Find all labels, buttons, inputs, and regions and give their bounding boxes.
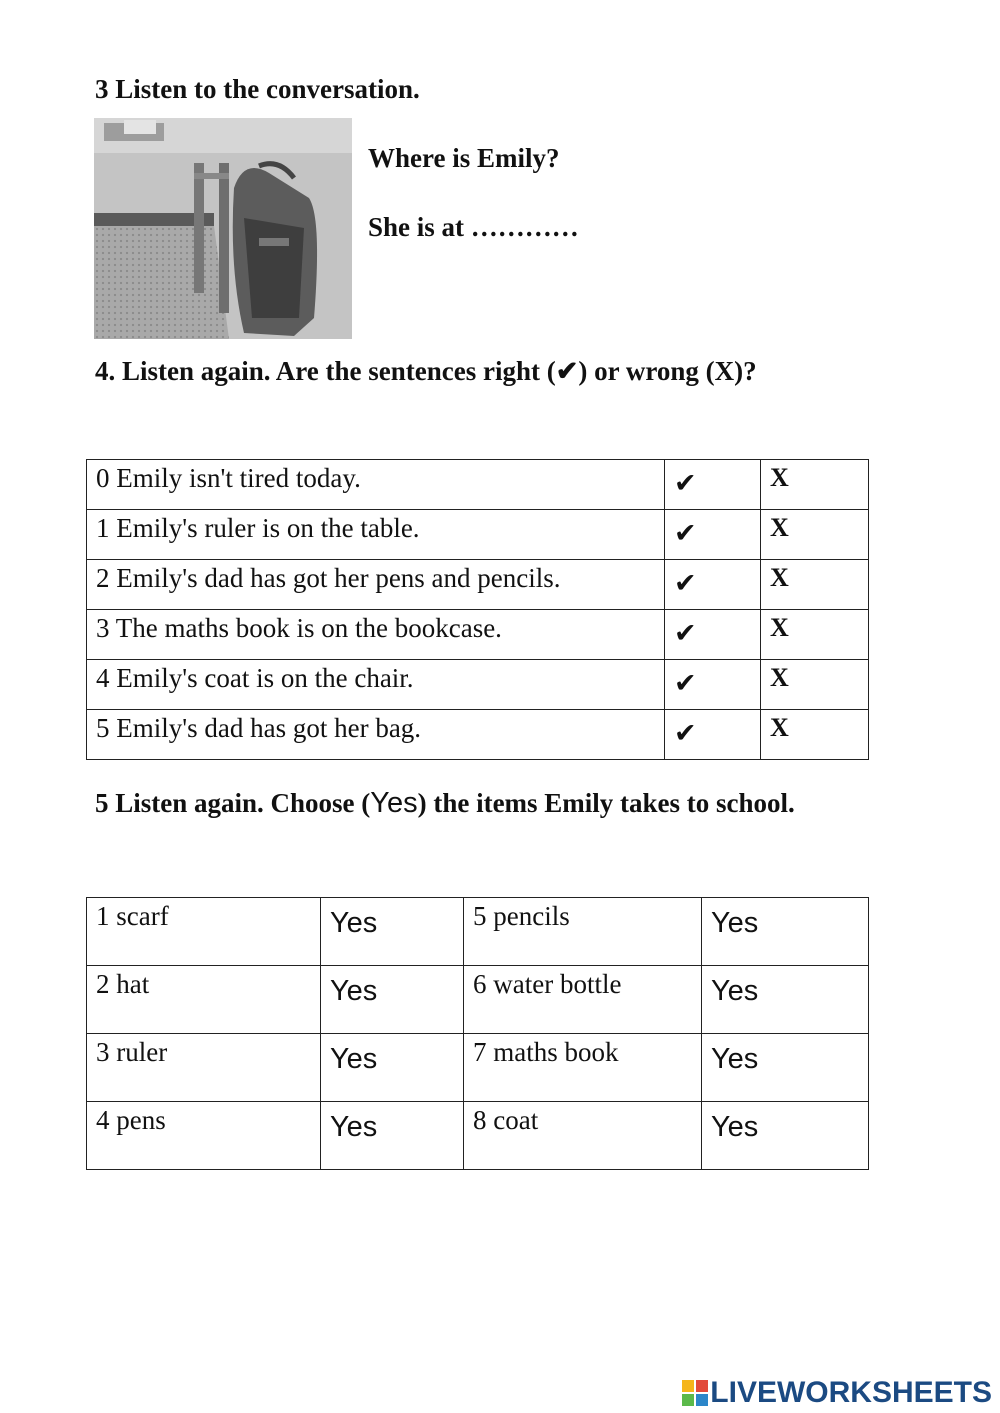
yes-option[interactable]: Yes (321, 898, 464, 966)
wrong-option-cell[interactable]: X (761, 610, 869, 660)
right-option-cell[interactable] (665, 610, 761, 660)
table-row (87, 610, 869, 660)
yes-option[interactable]: Yes (702, 1034, 869, 1102)
sentence-cell: 5 Emily's dad has got her bag. (87, 710, 665, 760)
chair-with-backpack-photo (94, 118, 352, 339)
right-option-cell[interactable] (665, 710, 761, 760)
table-row (87, 898, 869, 966)
table-row (87, 1034, 869, 1102)
yes-option[interactable]: Yes (702, 966, 869, 1034)
sentence-cell: 0 Emily isn't tired today. (87, 460, 665, 510)
section-3-heading: 3 Listen to the conversation. (95, 74, 420, 104)
yes-option[interactable]: Yes (321, 966, 464, 1034)
checkmark-icon[interactable]: ✔ (674, 718, 697, 748)
right-option-cell[interactable] (665, 460, 761, 510)
item-cell: 4 pens (87, 1102, 321, 1170)
item-cell: 1 scarf (87, 898, 321, 966)
item-cell: 5 pencils (464, 898, 702, 966)
item-cell: 6 water bottle (464, 966, 702, 1034)
yes-option[interactable]: Yes (702, 898, 869, 966)
question-where-is-emily: Where is Emily? (368, 143, 560, 173)
table-row (87, 710, 869, 760)
table-row (87, 966, 869, 1034)
answer-prompt[interactable]: She is at ………… (368, 212, 579, 242)
section-5-heading-yes: Yes (370, 787, 418, 819)
sentence-cell: 4 Emily's coat is on the chair. (87, 660, 665, 710)
liveworksheets-logo (682, 1376, 992, 1410)
wrong-option-cell[interactable]: X (761, 660, 869, 710)
sentence-cell: 3 The maths book is on the bookcase. (87, 610, 665, 660)
table-row (87, 1102, 869, 1170)
liveworksheets-logo-icon (682, 1380, 708, 1406)
table-row (87, 460, 869, 510)
sentence-cell: 1 Emily's ruler is on the table. (87, 510, 665, 560)
yes-option[interactable]: Yes (321, 1034, 464, 1102)
wrong-option-cell[interactable]: X (761, 560, 869, 610)
checkmark-icon[interactable]: ✔ (674, 568, 697, 598)
right-option-cell[interactable] (665, 660, 761, 710)
table-row (87, 660, 869, 710)
sentence-cell: 2 Emily's dad has got her pens and pencils. (87, 560, 665, 610)
wrong-option-cell[interactable]: X (761, 710, 869, 760)
right-option-cell[interactable] (665, 560, 761, 610)
liveworksheets-logo-text: LIVEWORKSHEETS (710, 1376, 992, 1409)
table-row (87, 510, 869, 560)
section-4-heading: 4. Listen again. Are the sentences right (✔) or wrong (X)? (95, 356, 757, 386)
checkmark-icon[interactable]: ✔ (674, 518, 697, 548)
item-cell: 2 hat (87, 966, 321, 1034)
checkmark-icon[interactable]: ✔ (674, 468, 697, 498)
wrong-option-cell[interactable]: X (761, 510, 869, 560)
checkmark-icon[interactable]: ✔ (674, 668, 697, 698)
section-5-heading-end: ) the items Emily takes to school. (417, 788, 795, 818)
right-wrong-table (86, 459, 869, 760)
items-choice-table (86, 897, 869, 1170)
table-row (87, 560, 869, 610)
yes-option[interactable]: Yes (702, 1102, 869, 1170)
wrong-option-cell[interactable]: X (761, 460, 869, 510)
item-cell: 8 coat (464, 1102, 702, 1170)
section-5-heading-start: 5 Listen again. Choose ( (95, 788, 371, 818)
item-cell: 3 ruler (87, 1034, 321, 1102)
right-option-cell[interactable] (665, 510, 761, 560)
checkmark-icon[interactable]: ✔ (674, 618, 697, 648)
item-cell: 7 maths book (464, 1034, 702, 1102)
yes-option[interactable]: Yes (321, 1102, 464, 1170)
section-5-heading (95, 787, 795, 820)
